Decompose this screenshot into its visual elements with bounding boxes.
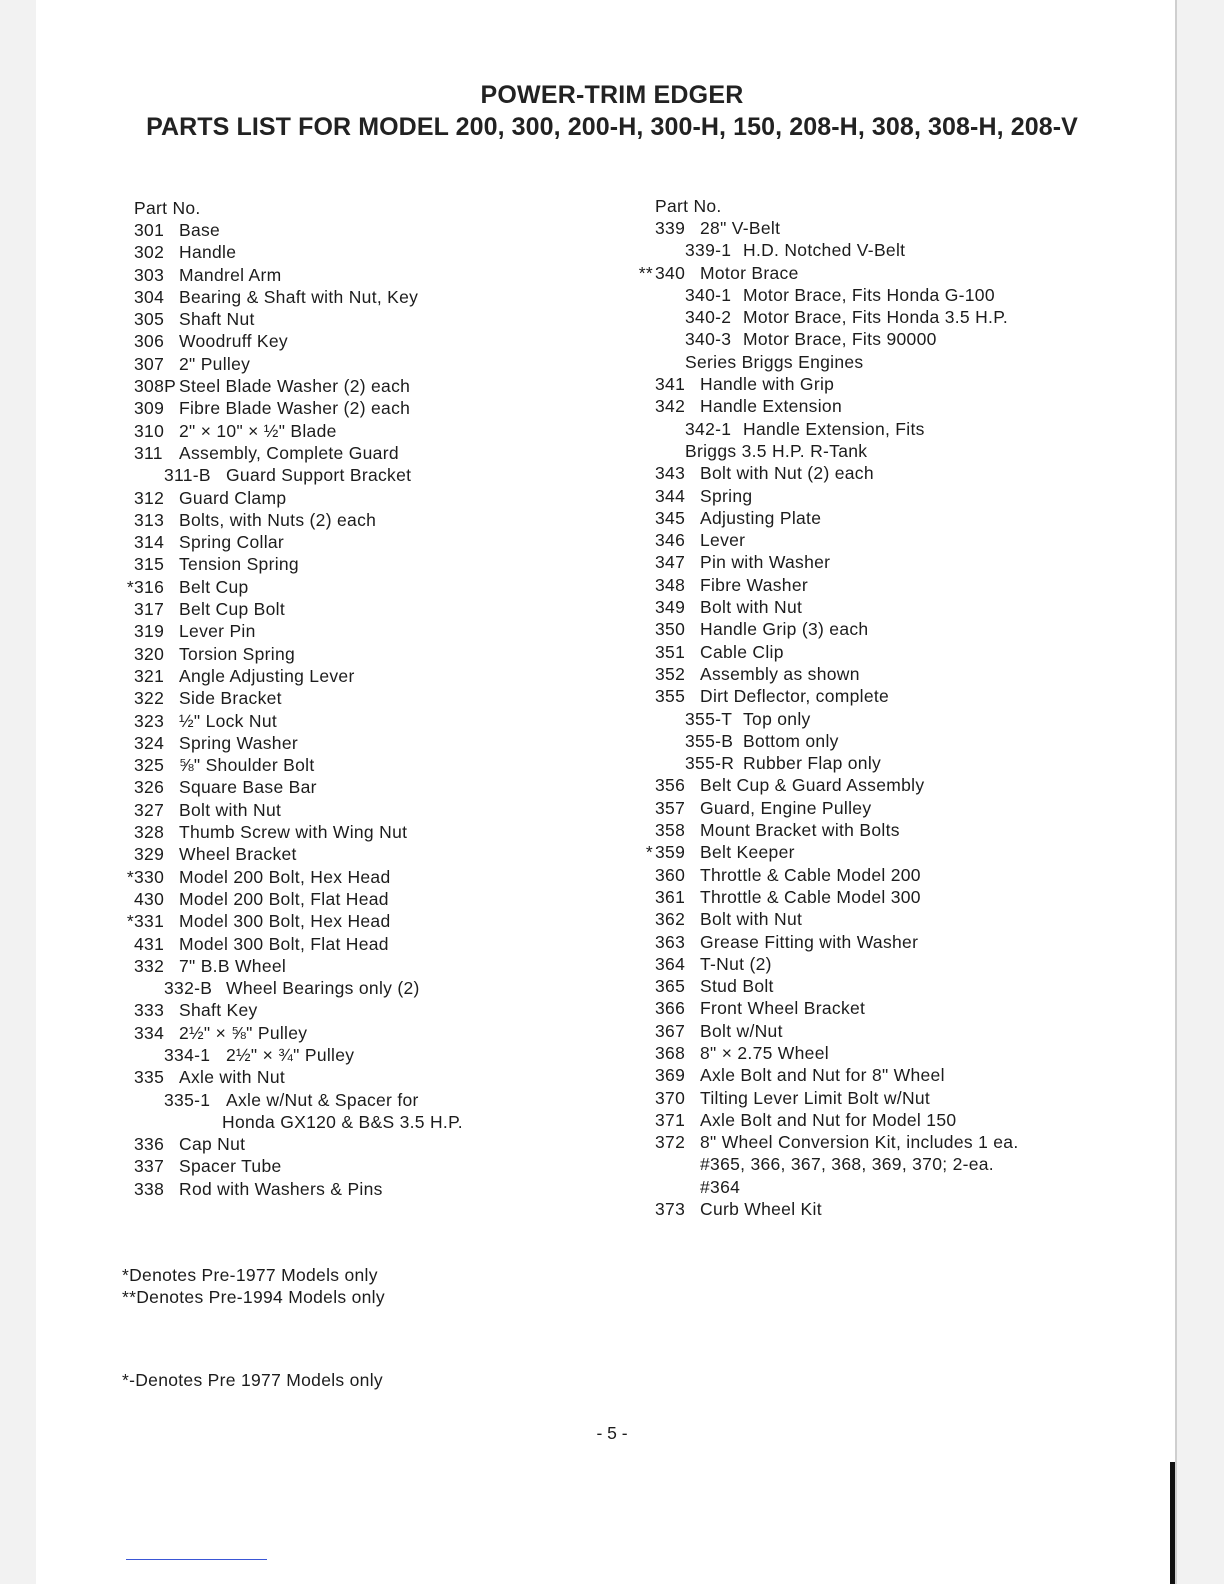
part-description: Lever Pin [179, 621, 256, 642]
page-edge-mark [1170, 1462, 1175, 1584]
part-row [120, 710, 278, 732]
part-row [120, 665, 355, 687]
part-row [635, 841, 795, 863]
part-row [120, 1066, 286, 1088]
part-row [120, 999, 258, 1021]
underline-link[interactable] [126, 1559, 267, 1560]
part-row [635, 997, 866, 1019]
part-description: Spring Washer [179, 732, 298, 753]
part-row [635, 1153, 994, 1175]
part-row [120, 219, 221, 241]
part-number: 332 [134, 955, 165, 976]
part-description: Tension Spring [179, 554, 299, 575]
part-row [635, 708, 811, 730]
part-row [635, 819, 900, 841]
part-description: Torsion Spring [179, 643, 296, 664]
part-description: Motor Brace, Fits 90000 [743, 329, 937, 350]
part-row [635, 328, 937, 350]
part-row [120, 598, 286, 620]
part-description: Bolt w/Nut [700, 1020, 783, 1041]
part-description: Mount Bracket with Bolts [700, 820, 900, 841]
part-description: Tilting Lever Limit Bolt w/Nut [700, 1087, 931, 1108]
part-row [635, 1109, 957, 1131]
part-number: 332-B [164, 978, 213, 999]
part-number: 308P [134, 376, 177, 397]
part-description: Motor Brace, Fits Honda G-100 [743, 284, 995, 305]
part-description: Angle Adjusting Lever [179, 665, 355, 686]
part-number: 340-1 [685, 284, 732, 305]
part-number: 333 [134, 1000, 165, 1021]
part-no-header: Part No. [134, 198, 201, 218]
part-row [120, 397, 411, 419]
part-number: 363 [655, 931, 686, 952]
part-description: Top only [743, 708, 811, 729]
part-row [120, 464, 412, 486]
part-description: Fibre Blade Washer (2) each [179, 398, 411, 419]
part-row [120, 553, 299, 575]
part-row [635, 864, 921, 886]
part-number: 355-B [685, 730, 734, 751]
page-number: - 5 - [596, 1423, 628, 1443]
part-number: 330 [134, 866, 165, 887]
part-description: 8" × 2.75 Wheel [700, 1042, 829, 1063]
part-row [120, 1178, 383, 1200]
footnote-marker: * [126, 911, 134, 932]
part-number: 334-1 [164, 1044, 211, 1065]
part-description: Guard Support Bracket [226, 465, 412, 486]
part-description: Throttle & Cable Model 200 [700, 864, 921, 885]
part-number: 334 [134, 1022, 165, 1043]
part-description: Bearing & Shaft with Nut, Key [179, 286, 419, 307]
part-description: Bolt with Nut (2) each [700, 463, 874, 484]
part-row [635, 641, 784, 663]
part-description: Square Base Bar [179, 777, 317, 798]
part-number: 362 [655, 909, 686, 930]
part-row [635, 931, 919, 953]
part-description: Handle Grip (3) each [700, 619, 869, 640]
part-description: 2" Pulley [179, 353, 251, 374]
part-description: 7" B.B Wheel [179, 955, 287, 976]
part-description: Front Wheel Bracket [700, 998, 866, 1019]
part-number: 339-1 [685, 240, 732, 261]
part-number: 343 [655, 463, 686, 484]
part-number: 311-B [164, 465, 211, 486]
part-row [120, 687, 282, 709]
part-row [635, 685, 890, 707]
part-row [635, 1131, 1019, 1153]
part-row [120, 487, 287, 509]
part-description: T-Nut (2) [700, 953, 772, 974]
part-row [120, 1133, 246, 1155]
part-row [635, 596, 803, 618]
part-description: Axle Bolt and Nut for 8" Wheel [700, 1065, 945, 1086]
part-row [635, 886, 921, 908]
part-description: Handle Extension [700, 396, 842, 417]
part-description: Axle Bolt and Nut for Model 150 [700, 1109, 957, 1130]
part-description: Belt Cup Bolt [179, 599, 286, 620]
part-number: 312 [134, 487, 165, 508]
part-row [635, 351, 864, 373]
footnote-pre-1977: *Denotes Pre-1977 Models only [122, 1265, 378, 1285]
footnote-marker: * [126, 866, 134, 887]
part-description: Handle Extension, Fits [743, 418, 925, 439]
part-description: Thumb Screw with Wing Nut [179, 822, 408, 843]
part-row [120, 866, 391, 888]
part-row [120, 910, 391, 932]
part-description: H.D. Notched V-Belt [743, 240, 906, 261]
part-description: Steel Blade Washer (2) each [179, 376, 411, 397]
part-description: #364 [700, 1176, 741, 1197]
part-row [120, 821, 408, 843]
part-number: 355-T [685, 708, 733, 729]
part-description: Rubber Flap only [743, 753, 882, 774]
part-row [635, 284, 995, 306]
part-row [635, 730, 839, 752]
part-row [635, 262, 799, 284]
part-number: 309 [134, 398, 165, 419]
part-description: Series Briggs Engines [685, 351, 864, 372]
part-number: 329 [134, 844, 165, 865]
part-description: Model 300 Bolt, Hex Head [179, 911, 391, 932]
part-row [120, 353, 251, 375]
part-description: Model 200 Bolt, Hex Head [179, 866, 391, 887]
part-row [635, 1020, 783, 1042]
part-number: 314 [134, 532, 165, 553]
part-description: Motor Brace, Fits Honda 3.5 H.P. [743, 307, 1009, 328]
part-number: 344 [655, 485, 686, 506]
part-number: 340-2 [685, 307, 732, 328]
part-number: 369 [655, 1065, 686, 1086]
part-number: 311 [134, 442, 163, 463]
part-number: 358 [655, 820, 686, 841]
part-description: Shaft Key [179, 1000, 258, 1021]
part-row [120, 977, 420, 999]
part-row [635, 1087, 931, 1109]
part-row [635, 1198, 822, 1220]
part-description: ½" Lock Nut [179, 710, 278, 731]
part-row [120, 1044, 355, 1066]
part-description: Model 200 Bolt, Flat Head [179, 888, 389, 909]
part-number: 371 [655, 1109, 686, 1130]
part-description: 8" Wheel Conversion Kit, includes 1 ea. [700, 1132, 1019, 1153]
part-description: Throttle & Cable Model 300 [700, 886, 921, 907]
part-number: 372 [655, 1132, 686, 1153]
part-row [120, 933, 389, 955]
part-description: Belt Keeper [700, 842, 795, 863]
part-description: Mandrel Arm [179, 264, 282, 285]
part-description: Wheel Bearings only (2) [226, 978, 420, 999]
part-number: 368 [655, 1042, 686, 1063]
part-number: 304 [134, 286, 165, 307]
part-row [635, 462, 874, 484]
part-row [120, 643, 296, 665]
part-description: Dirt Deflector, complete [700, 686, 890, 707]
part-number: 302 [134, 242, 165, 263]
part-row [635, 529, 746, 551]
part-number: 341 [655, 374, 686, 395]
part-row [635, 953, 772, 975]
part-number: 324 [134, 732, 165, 753]
part-row [120, 843, 297, 865]
part-number: 346 [655, 530, 686, 551]
part-number: 319 [134, 621, 165, 642]
part-description: Woodruff Key [179, 331, 288, 352]
part-number: 327 [134, 799, 165, 820]
document-title: POWER-TRIM EDGER [480, 81, 744, 109]
part-description: Spacer Tube [179, 1156, 282, 1177]
part-number: 323 [134, 710, 165, 731]
part-number: 335 [134, 1067, 165, 1088]
part-number: 351 [655, 641, 686, 662]
part-row [635, 797, 872, 819]
part-row [635, 975, 774, 997]
parts-list-right-column [635, 195, 1019, 1220]
part-row [120, 1089, 419, 1111]
part-number: 301 [134, 220, 165, 240]
part-number: 430 [134, 888, 165, 909]
part-number: 321 [134, 665, 165, 686]
part-number: 361 [655, 886, 686, 907]
part-number: 342 [655, 396, 686, 417]
part-number: 364 [655, 953, 686, 974]
part-number: 348 [655, 574, 686, 595]
part-number: 366 [655, 998, 686, 1019]
part-number: 337 [134, 1156, 165, 1177]
part-number: 356 [655, 775, 686, 796]
part-description: Bolt with Nut [179, 799, 282, 820]
part-number: 340 [655, 262, 686, 283]
part-no-header: Part No. [655, 196, 722, 216]
part-description: 2½" × ⅝" Pulley [179, 1022, 308, 1043]
part-row [635, 418, 925, 440]
part-row [635, 618, 869, 640]
part-description: Cap Nut [179, 1134, 246, 1155]
part-row [120, 776, 317, 798]
part-number: 313 [134, 509, 165, 530]
part-description: Assembly as shown [700, 663, 860, 684]
part-description: Honda GX120 & B&S 3.5 H.P. [222, 1111, 463, 1132]
part-description: Pin with Washer [700, 552, 831, 573]
part-description: Base [179, 220, 221, 240]
part-description: Grease Fitting with Washer [700, 931, 919, 952]
part-description: Spring Collar [179, 532, 285, 553]
part-description: Stud Bolt [700, 976, 774, 997]
part-description: Bolt with Nut [700, 909, 803, 930]
part-number: 336 [134, 1134, 165, 1155]
part-number: 345 [655, 507, 686, 528]
part-row [635, 440, 868, 462]
part-number: 360 [655, 864, 686, 885]
part-description: #365, 366, 367, 368, 369, 370; 2-ea. [700, 1154, 994, 1175]
part-description: ⅝" Shoulder Bolt [179, 755, 315, 776]
part-number: 370 [655, 1087, 686, 1108]
part-number: 338 [134, 1178, 165, 1199]
part-number: 359 [655, 842, 686, 863]
part-description: Fibre Washer [700, 574, 808, 595]
part-row [635, 217, 781, 239]
part-row [635, 306, 1009, 328]
part-description: Spring [700, 485, 753, 506]
part-number: 350 [655, 619, 686, 640]
part-row [120, 241, 237, 263]
part-row [635, 485, 753, 507]
footnote-pre-1994: **Denotes Pre-1994 Models only [122, 1287, 385, 1307]
parts-list-left-column [120, 197, 463, 1200]
part-description: Wheel Bracket [179, 844, 297, 865]
part-number: 335-1 [164, 1089, 211, 1110]
part-description: Guard Clamp [179, 487, 287, 508]
part-number: 325 [134, 755, 165, 776]
part-row [120, 264, 282, 286]
part-description: Cable Clip [700, 641, 784, 662]
part-row [120, 888, 389, 910]
part-description: Bolts, with Nuts (2) each [179, 509, 377, 530]
part-row [635, 908, 803, 930]
part-row [635, 1176, 741, 1198]
part-number: 431 [134, 933, 165, 954]
part-description: Shaft Nut [179, 309, 255, 330]
part-number: 355-R [685, 753, 735, 774]
part-row [120, 375, 411, 397]
part-number: 328 [134, 822, 165, 843]
page-edge-line [1175, 0, 1177, 1584]
part-row [120, 308, 255, 330]
part-number: 352 [655, 663, 686, 684]
part-row [120, 509, 377, 531]
part-description: Curb Wheel Kit [700, 1199, 822, 1220]
part-row [635, 551, 831, 573]
part-row [635, 752, 882, 774]
part-description: 2½" × ¾" Pulley [226, 1044, 355, 1065]
part-row [120, 1111, 463, 1133]
part-number: 315 [134, 554, 165, 575]
part-description: Assembly, Complete Guard [179, 442, 399, 463]
part-description: Handle with Grip [700, 374, 835, 395]
part-description: 28" V-Belt [700, 218, 781, 238]
part-number: 310 [134, 420, 165, 441]
part-description: Bottom only [743, 730, 839, 751]
part-row [120, 799, 282, 821]
part-number: 306 [134, 331, 165, 352]
part-row [635, 239, 906, 261]
part-row [635, 507, 822, 529]
part-row [120, 286, 419, 308]
part-description: Briggs 3.5 H.P. R-Tank [685, 440, 868, 461]
part-row [120, 420, 337, 442]
part-number: 320 [134, 643, 165, 664]
part-number: 307 [134, 353, 165, 374]
part-number: 373 [655, 1199, 686, 1220]
part-number: 322 [134, 688, 165, 709]
part-number: 347 [655, 552, 686, 573]
part-description: Side Bracket [179, 688, 282, 709]
part-row [120, 330, 288, 352]
part-row [120, 732, 298, 754]
footnote-marker: ** [638, 262, 653, 283]
part-description: Guard, Engine Pulley [700, 797, 872, 818]
part-description: Axle w/Nut & Spacer for [226, 1089, 419, 1110]
part-number: 305 [134, 309, 165, 330]
part-description: Adjusting Plate [700, 507, 822, 528]
part-row [635, 1064, 945, 1086]
part-number: 349 [655, 597, 686, 618]
part-row [635, 1042, 829, 1064]
part-description: 2" × 10" × ½" Blade [179, 420, 337, 441]
part-number: 342-1 [685, 418, 732, 439]
part-description: Bolt with Nut [700, 597, 803, 618]
part-row [635, 574, 808, 596]
part-number: 340-3 [685, 329, 732, 350]
part-row [120, 442, 399, 464]
document-subtitle: PARTS LIST FOR MODEL 200, 300, 200-H, 300-H, 150, 208-H, 308, 308-H, 208-V [146, 113, 1078, 141]
part-row [120, 754, 315, 776]
part-description: Belt Cup [179, 576, 249, 597]
part-row [120, 531, 285, 553]
part-number: 326 [134, 777, 165, 798]
part-row [120, 620, 256, 642]
part-description: Rod with Washers & Pins [179, 1178, 383, 1199]
part-number: 331 [134, 911, 165, 932]
footnote-marker: * [126, 576, 134, 597]
part-row [635, 373, 835, 395]
part-row [635, 663, 860, 685]
part-row [120, 576, 249, 598]
part-number: 303 [134, 264, 165, 285]
part-description: Lever [700, 530, 746, 551]
part-description: Axle with Nut [179, 1067, 286, 1088]
part-description: Handle [179, 242, 237, 263]
part-row [120, 955, 287, 977]
part-description: Model 300 Bolt, Flat Head [179, 933, 389, 954]
part-description: Motor Brace [700, 262, 799, 283]
part-description: Belt Cup & Guard Assembly [700, 775, 925, 796]
part-number: 357 [655, 797, 686, 818]
part-number: 316 [134, 576, 165, 597]
part-row [635, 774, 925, 796]
part-row [120, 1155, 282, 1177]
part-row [120, 1022, 308, 1044]
part-number: 367 [655, 1020, 686, 1041]
part-number: 339 [655, 218, 686, 238]
footnote-pre-1977-repeat: *-Denotes Pre 1977 Models only [122, 1370, 383, 1390]
part-row [635, 395, 842, 417]
part-number: 317 [134, 599, 165, 620]
part-number: 365 [655, 976, 686, 997]
footnote-marker: * [645, 842, 653, 863]
part-number: 355 [655, 686, 686, 707]
